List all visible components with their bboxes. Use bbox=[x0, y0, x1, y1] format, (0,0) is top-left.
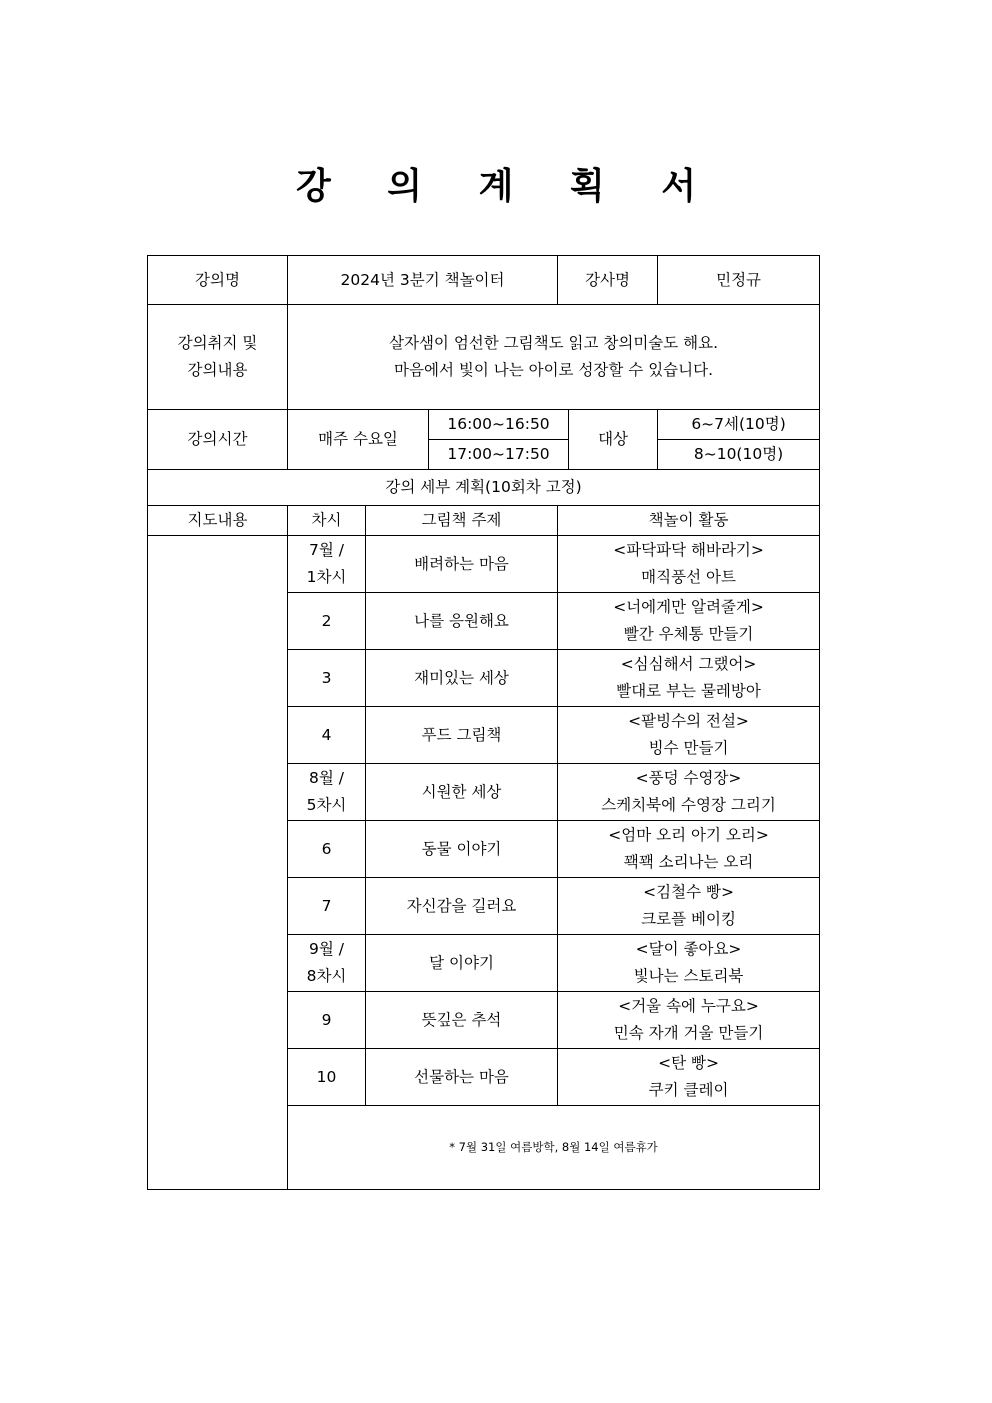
theme-cell: 재미있는 세상 bbox=[366, 650, 558, 707]
session-line: 5차시 bbox=[306, 796, 347, 814]
purpose-line: 마음에서 빛이 나는 아이로 성장할 수 있습니다. bbox=[394, 361, 714, 379]
book-title: <거울 속에 누구요> bbox=[618, 997, 759, 1015]
activity-cell bbox=[558, 650, 820, 707]
session-cell bbox=[288, 992, 366, 1049]
theme-cell: 자신감을 길러요 bbox=[366, 878, 558, 935]
book-title: <풍덩 수영장> bbox=[635, 769, 742, 787]
book-title: <파닥파닥 해바라기> bbox=[613, 541, 764, 559]
session-line: 2 bbox=[321, 611, 332, 630]
book-title: <탄 빵> bbox=[658, 1054, 719, 1072]
purpose-label bbox=[148, 305, 288, 410]
plan-heading-row bbox=[148, 470, 820, 506]
activity-text: 민속 자개 거울 만들기 bbox=[613, 1024, 764, 1042]
theme-cell: 시원한 세상 bbox=[366, 764, 558, 821]
target-group: 6~7세(10명) bbox=[658, 410, 820, 440]
activity-cell bbox=[558, 707, 820, 764]
theme-cell: 나를 응원해요 bbox=[366, 593, 558, 650]
activity-cell bbox=[558, 1049, 820, 1106]
col-header-theme: 그림책 주제 bbox=[366, 506, 558, 536]
session-line: 9월 / bbox=[309, 940, 344, 958]
theme-cell: 배려하는 마음 bbox=[366, 536, 558, 593]
book-title: <김철수 빵> bbox=[643, 883, 734, 901]
session-line: 7 bbox=[321, 896, 332, 915]
activity-cell bbox=[558, 935, 820, 992]
theme-cell: 선물하는 마음 bbox=[366, 1049, 558, 1106]
activity-cell bbox=[558, 764, 820, 821]
book-title: <너에게만 알려줄게> bbox=[613, 598, 764, 616]
activity-text: 쿠키 클레이 bbox=[648, 1081, 729, 1099]
lecture-day: 매주 수요일 bbox=[288, 410, 429, 470]
session-line: 10 bbox=[316, 1067, 337, 1086]
session-cell bbox=[288, 878, 366, 935]
book-title: <팥빙수의 전설> bbox=[628, 712, 749, 730]
col-header-guide: 지도내용 bbox=[148, 506, 288, 536]
theme-cell: 동물 이야기 bbox=[366, 821, 558, 878]
session-line: 1차시 bbox=[306, 568, 347, 586]
purpose-label-line: 강의내용 bbox=[187, 361, 248, 379]
col-header-session: 차시 bbox=[288, 506, 366, 536]
instructor-value: 민정규 bbox=[658, 256, 820, 305]
col-header-activity: 책놀이 활동 bbox=[558, 506, 820, 536]
target-group: 8~10(10명) bbox=[658, 440, 820, 470]
session-line: 7월 / bbox=[309, 541, 344, 559]
book-title: <엄마 오리 아기 오리> bbox=[608, 826, 769, 844]
purpose-line: 살자샘이 엄선한 그림책도 읽고 창의미술도 해요. bbox=[389, 334, 719, 352]
activity-text: 크로플 베이킹 bbox=[641, 910, 736, 928]
time-label: 강의시간 bbox=[148, 410, 288, 470]
session-line: 8차시 bbox=[306, 967, 347, 985]
session-line: 4 bbox=[321, 725, 332, 744]
activity-cell bbox=[558, 593, 820, 650]
activity-cell bbox=[558, 821, 820, 878]
book-title: <심심해서 그랬어> bbox=[620, 655, 757, 673]
activity-cell bbox=[558, 992, 820, 1049]
session-line: 9 bbox=[321, 1010, 332, 1029]
activity-text: 빛나는 스토리북 bbox=[633, 967, 744, 985]
time-slot: 17:00~17:50 bbox=[429, 440, 569, 470]
plan-heading: 강의 세부 계획(10회차 고정) bbox=[148, 470, 820, 506]
activity-cell bbox=[558, 878, 820, 935]
plan-header-row bbox=[148, 506, 820, 536]
activity-text: 빨대로 부는 물레방아 bbox=[616, 682, 761, 700]
lecture-plan-table bbox=[147, 255, 820, 1190]
theme-cell: 푸드 그림책 bbox=[366, 707, 558, 764]
purpose-content bbox=[288, 305, 820, 410]
session-cell bbox=[288, 821, 366, 878]
session-cell bbox=[288, 593, 366, 650]
lecture-name-value: 2024년 3분기 책놀이터 bbox=[288, 256, 558, 305]
time-row-1 bbox=[148, 410, 820, 440]
theme-cell: 뜻깊은 추석 bbox=[366, 992, 558, 1049]
activity-text: 빙수 만들기 bbox=[648, 739, 729, 757]
table-row bbox=[148, 536, 820, 593]
activity-cell bbox=[558, 536, 820, 593]
purpose-label-line: 강의취지 및 bbox=[177, 334, 258, 352]
schedule-note: * 7월 31일 여름방학, 8월 14일 여름휴가 bbox=[288, 1106, 820, 1190]
book-title: <달이 좋아요> bbox=[635, 940, 742, 958]
guide-content-cell bbox=[148, 536, 288, 1190]
purpose-row bbox=[148, 305, 820, 410]
session-cell bbox=[288, 707, 366, 764]
target-label: 대상 bbox=[569, 410, 658, 470]
activity-text: 빨간 우체통 만들기 bbox=[623, 625, 754, 643]
session-line: 8월 / bbox=[309, 769, 344, 787]
page-title: 강 의 계 획 서 bbox=[295, 166, 718, 207]
session-cell bbox=[288, 1049, 366, 1106]
session-line: 3 bbox=[321, 668, 332, 687]
activity-text: 꽥꽥 소리나는 오리 bbox=[623, 853, 754, 871]
theme-cell: 달 이야기 bbox=[366, 935, 558, 992]
session-cell bbox=[288, 764, 366, 821]
lecture-name-label: 강의명 bbox=[148, 256, 288, 305]
instructor-label: 강사명 bbox=[558, 256, 658, 305]
activity-text: 매직풍선 아트 bbox=[641, 568, 736, 586]
lecture-name-row bbox=[148, 256, 820, 305]
session-cell bbox=[288, 650, 366, 707]
session-cell bbox=[288, 536, 366, 593]
activity-text: 스케치북에 수영장 그리기 bbox=[601, 796, 776, 814]
session-line: 6 bbox=[321, 839, 332, 858]
session-cell bbox=[288, 935, 366, 992]
time-slot: 16:00~16:50 bbox=[429, 410, 569, 440]
